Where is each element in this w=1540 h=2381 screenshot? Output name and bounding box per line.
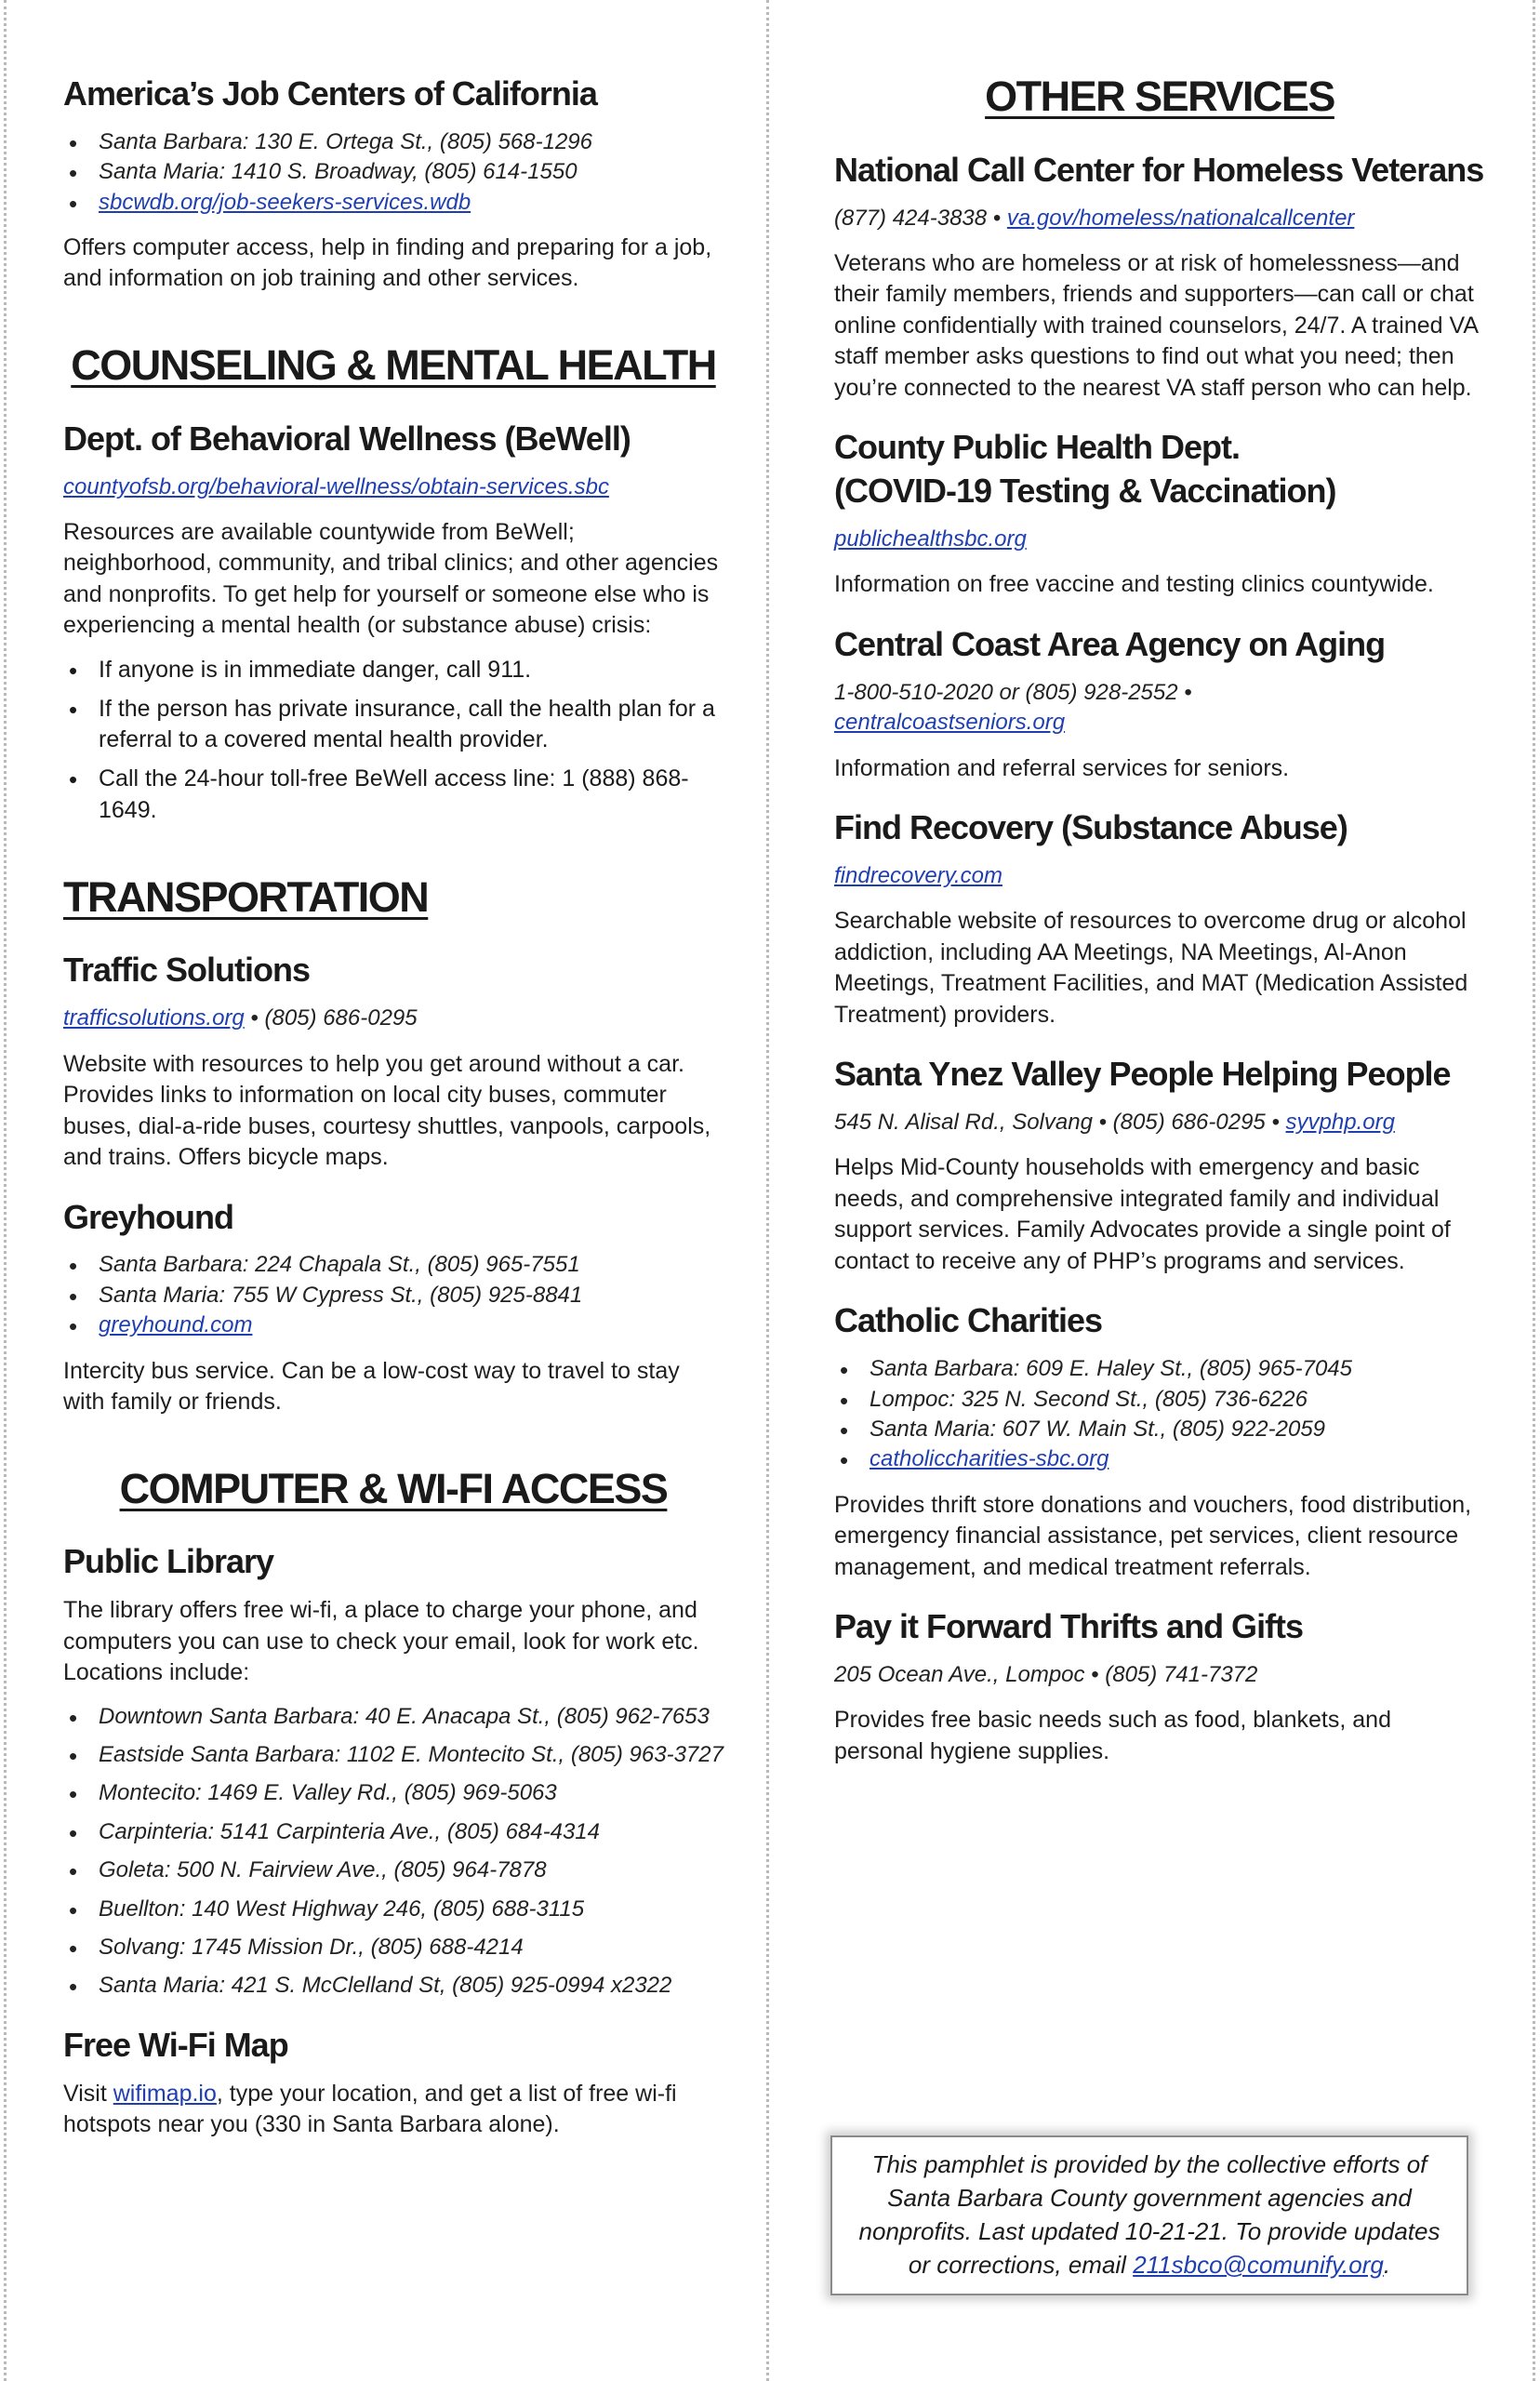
list-item	[63, 1310, 724, 1340]
syv-title: Santa Ynez Valley People Helping People	[834, 1055, 1451, 1094]
wifimap-pre: Visit	[63, 2080, 113, 2107]
library-desc: The library offers free wi-fi, a place to charge your phone, and computers you can use to check your email, look for work etc. Locations include:	[63, 1597, 699, 1686]
aging-title: Central Coast Area Agency on Aging	[834, 624, 1386, 663]
public-health-subtitle: (COVID-19 Testing & Vaccination)	[834, 472, 1336, 511]
greyhound-list	[63, 1250, 724, 1340]
syv-section	[834, 1053, 1485, 1277]
left-column	[63, 73, 724, 2163]
list-item: • Santa Barbara: 130 E. Ortega St., (805) 568-1296	[63, 127, 724, 157]
veterans-desc: Veterans who are homeless or at risk of homelessness—and their family members, friends and supporters—can call or chat online confidentially with trained counselors, 24/7. A trained VA staff member asks questions to find out what you need; then you’re connected to the nearest VA staff person who can help.	[834, 249, 1478, 401]
veterans-section	[834, 149, 1485, 405]
aging-phone: 1-800-510-2020 or (805) 928-2552 •	[834, 679, 1192, 705]
list-item	[63, 188, 724, 218]
list-item: • Call the 24-hour toll-free BeWell access line: 1 (888) 868-1649.	[63, 764, 724, 827]
greyhound-title: Greyhound	[63, 1197, 234, 1236]
list-item: • If the person has private insurance, call the health plan for a referral to a covered mental health provider.	[63, 694, 724, 757]
veterans-info	[834, 204, 1485, 233]
wifimap-link[interactable]: wifimap.io	[113, 2080, 217, 2107]
public-health-section	[834, 426, 1485, 600]
list-item: • Montecito: 1469 E. Valley Rd., (805) 969-5063	[63, 1778, 724, 1808]
library-section	[63, 1540, 724, 2001]
wifimap-post: , type your location, and get a list of free wi-fi hotspots near you (330 in Santa Barbara alone).	[63, 2080, 677, 2138]
list-item: • Downtown Santa Barbara: 40 E. Anacapa St., (805) 962-7653	[63, 1702, 724, 1732]
list-item: • Carpinteria: 5141 Carpinteria Ave., (805) 684-4314	[63, 1817, 724, 1847]
list-item: • Santa Maria: 421 S. McClelland St, (805) 925-0994 x2322	[63, 1971, 724, 2001]
syv-desc: Helps Mid-County households with emergency and basic needs, and comprehensive integrated family and individual support services. Family Advocates provide a single point of contact to receive any of PHP’s programs and services.	[834, 1154, 1451, 1274]
transportation-heading: TRANSPORTATION	[63, 872, 429, 921]
bewell-desc: Resources are available countywide from BeWell; neighborhood, community, and tribal clinics; and other agencies and nonprofits. To get help for yourself or someone else who is experiencing a mental health (or substance abuse) crisis:	[63, 518, 719, 639]
other-services-heading: OTHER SERVICES	[985, 73, 1334, 120]
catholic-link[interactable]: catholiccharities-sbc.org	[870, 1446, 1109, 1472]
page-edge-right	[1533, 0, 1535, 2381]
syv-info	[834, 1108, 1485, 1137]
list-item: • Goleta: 500 N. Fairview Ave., (805) 964-7878	[63, 1856, 724, 1885]
list-item: • Solvang: 1745 Mission Dr., (805) 688-4214	[63, 1933, 724, 1962]
footer-box	[830, 2135, 1468, 2295]
right-column	[834, 73, 1485, 1789]
bewell-title: Dept. of Behavioral Wellness (BeWell)	[63, 419, 631, 458]
public-health-link-line	[834, 525, 1485, 554]
payit-desc: Provides free basic needs such as food, blankets, and personal hygiene supplies.	[834, 1707, 1391, 1764]
list-item: • Lompoc: 325 N. Second St., (805) 736-6226	[834, 1385, 1485, 1415]
bewell-link-line	[63, 472, 724, 502]
wifimap-title: Free Wi-Fi Map	[63, 2025, 288, 2064]
traffic-phone: • (805) 686-0295	[244, 1005, 418, 1031]
syv-addr: 545 N. Alisal Rd., Solvang • (805) 686-0295 •	[834, 1109, 1286, 1135]
footer-text	[832, 2148, 1467, 2282]
public-health-title: County Public Health Dept.	[834, 428, 1241, 467]
bewell-list	[63, 655, 724, 827]
list-item: • Santa Maria: 1410 S. Broadway, (805) 614-1550	[63, 157, 724, 187]
aging-desc: Information and referral services for seniors.	[834, 754, 1290, 781]
payit-section	[834, 1605, 1485, 1767]
traffic-link[interactable]: trafficsolutions.org	[63, 1005, 245, 1031]
job-centers-link[interactable]: sbcwdb.org/job-seekers-services.wdb	[99, 189, 471, 215]
aging-info	[834, 678, 1485, 738]
list-item: • Santa Maria: 607 W. Main St., (805) 922-2059	[834, 1415, 1485, 1444]
job-centers-title: America’s Job Centers of California	[63, 74, 597, 113]
counseling-heading: COUNSELING & MENTAL HEALTH	[71, 340, 716, 389]
job-centers-desc: Offers computer access, help in finding and preparing for a job, and information on job training and other services.	[63, 233, 712, 292]
library-title: Public Library	[63, 1542, 274, 1581]
library-list	[63, 1702, 724, 2002]
greyhound-desc: Intercity bus service. Can be a low-cost way to travel to stay with family or friends.	[63, 1357, 680, 1416]
recovery-section	[834, 806, 1485, 1031]
recovery-link-line	[834, 861, 1485, 891]
list-item: • Buellton: 140 West Highway 246, (805) 688-3115	[63, 1895, 724, 1924]
payit-addr: 205 Ocean Ave., Lompoc • (805) 741-7372	[834, 1662, 1258, 1688]
catholic-section	[834, 1299, 1485, 1583]
computer-heading: COMPUTER & WI-FI ACCESS	[119, 1464, 668, 1512]
recovery-title: Find Recovery (Substance Abuse)	[834, 808, 1348, 846]
veterans-link[interactable]: va.gov/homeless/nationalcallcenter	[1006, 205, 1355, 231]
syv-link[interactable]: syvphp.org	[1285, 1109, 1395, 1135]
page-edge-left	[4, 0, 7, 2381]
job-centers-list	[63, 127, 724, 218]
traffic-desc: Website with resources to help you get around without a car. Provides links to information on local city buses, commuter buses, dial-a-ride buses, courtesy shuttles, vanpools, carpools, and trains. Offers bicycle maps.	[63, 1050, 711, 1171]
aging-section	[834, 623, 1485, 784]
list-item: • Santa Barbara: 224 Chapala St., (805) 965-7551	[63, 1250, 724, 1280]
veterans-phone: (877) 424-3838 •	[834, 205, 1007, 231]
greyhound-section	[63, 1196, 724, 1418]
bewell-link[interactable]: countyofsb.org/behavioral-wellness/obtain-services.sbc	[63, 473, 609, 499]
public-health-link[interactable]: publichealthsbc.org	[834, 526, 1027, 552]
veterans-title: National Call Center for Homeless Veterans	[834, 150, 1484, 189]
footer-email-link[interactable]: 211sbco@comunify.org	[1133, 2250, 1384, 2279]
list-item: • Santa Maria: 755 W Cypress St., (805) 925-8841	[63, 1281, 724, 1310]
list-item: • Eastside Santa Barbara: 1102 E. Montecito St., (805) 963-3727	[63, 1740, 724, 1770]
traffic-info	[63, 1004, 724, 1033]
footer-body: This pamphlet is provided by the collective efforts of Santa Barbara County government agencies and nonprofits. Last updated 10-21-21. To provide updates or corrections, email	[858, 2150, 1440, 2279]
job-centers-section	[63, 73, 724, 295]
greyhound-link[interactable]: greyhound.com	[99, 1312, 253, 1338]
wifimap-desc	[63, 2079, 724, 2141]
list-item	[834, 1444, 1485, 1474]
catholic-list	[834, 1354, 1485, 1475]
list-item: • If anyone is in immediate danger, call 911.	[63, 655, 724, 686]
footer-end: .	[1383, 2250, 1391, 2279]
catholic-desc: Provides thrift store donations and vouchers, food distribution, emergency financial assistance, pet services, client resource management, and medical treatment referrals.	[834, 1491, 1472, 1580]
bewell-section	[63, 418, 724, 827]
aging-link[interactable]: centralcoastseniors.org	[834, 710, 1066, 736]
traffic-title: Traffic Solutions	[63, 951, 311, 990]
recovery-desc: Searchable website of resources to overcome drug or alcohol addiction, including AA Meetings, NA Meetings, Al-Anon Meetings, Treatment Facilities, and MAT (Medication Assisted Treatment) providers.	[834, 908, 1468, 1028]
payit-title: Pay it Forward Thrifts and Gifts	[834, 1607, 1304, 1646]
fold-divider	[766, 0, 769, 2381]
public-health-desc: Information on free vaccine and testing clinics countywide.	[834, 571, 1434, 598]
wifimap-section	[63, 2024, 724, 2141]
traffic-section	[63, 949, 724, 1173]
list-item: • Santa Barbara: 609 E. Haley St., (805) 965-7045	[834, 1354, 1485, 1384]
catholic-title: Catholic Charities	[834, 1301, 1103, 1340]
recovery-link[interactable]: findrecovery.com	[834, 862, 1002, 888]
